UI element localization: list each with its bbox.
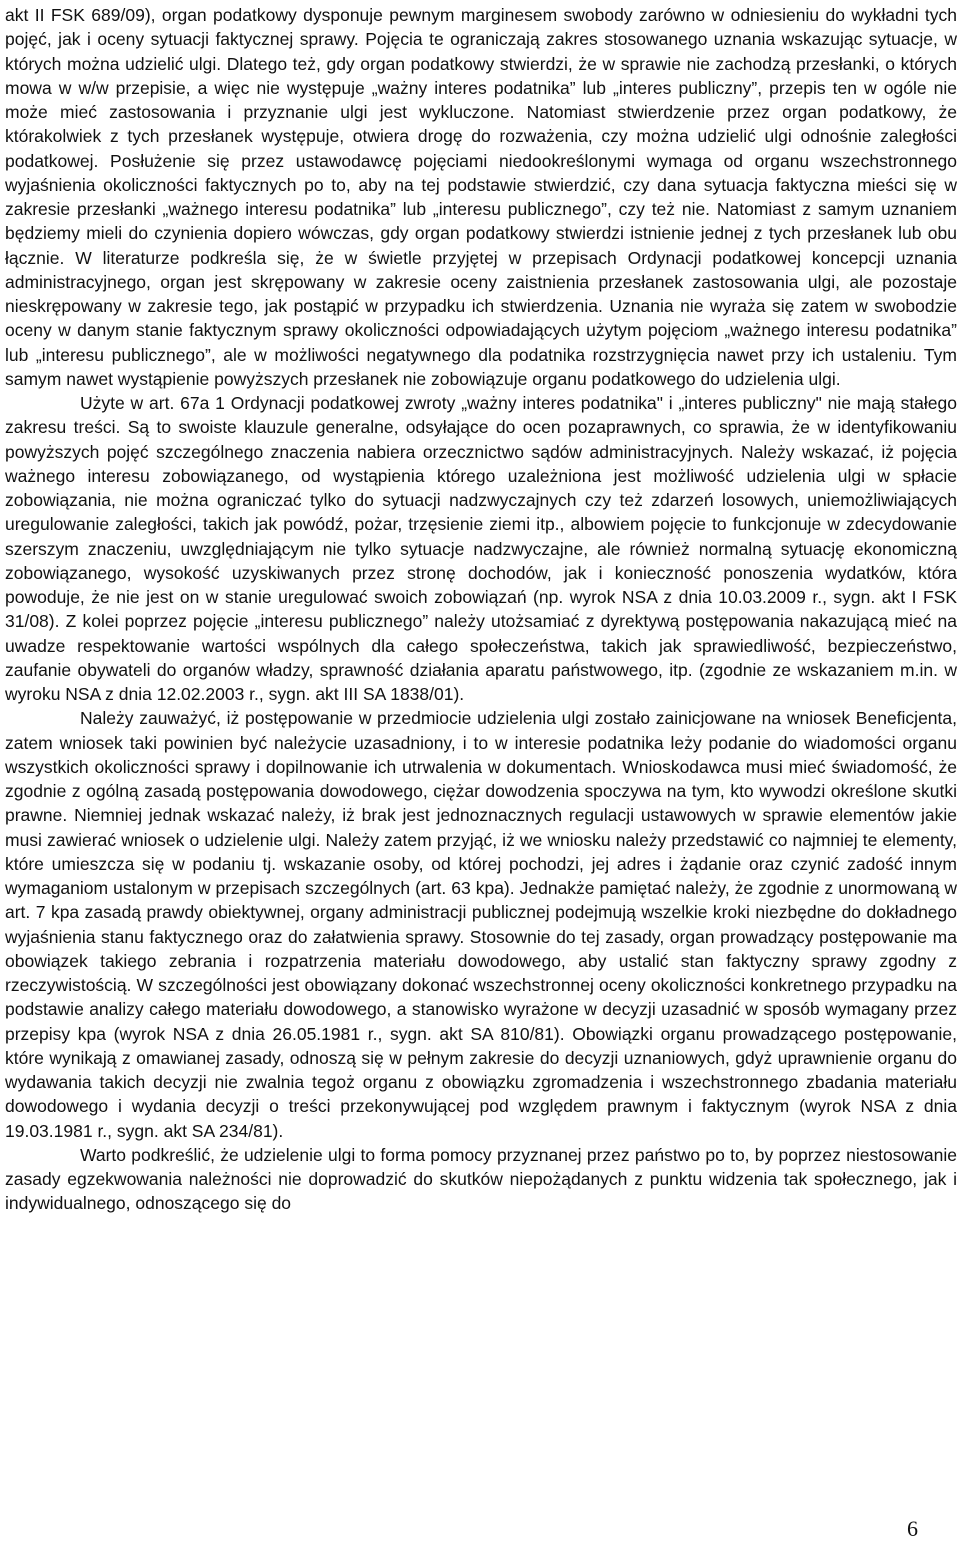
page-number: 6 — [907, 1516, 918, 1541]
document-body — [5, 3, 957, 1216]
paragraph-forma-pomocy: Warto podkreślić, że udzielenie ulgi to forma pomocy przyznanej przez państwo po to, by poprzez niestosowanie zasady egzekwowania należności nie doprowadzić do skutków niepożądanych z punktu widzenia tak społecznego, jak i indywidualnego, odnoszącego się do — [5, 1144, 957, 1214]
paragraph-wniosek-beneficjenta: Należy zauważyć, iż postępowanie w przedmiocie udzielenia ulgi zostało zainicjowane na wniosek Beneficjenta, zatem wniosek taki powinien być należycie uzasadniony, i to w interesie podatnika leży podanie do wiadomości organu wszystkich okoliczności sprawy i dopilnowanie ich utrwalenia w dokumentach. Wnioskodawca musi mieć świadomość, że zgodnie z ogólną zasadą postępowania dowodowego, ciężar dowodzenia spoczywa na tym, kto wywodzi określone skutki prawne. Niemniej jednak wskazać należy, iż brak jest jednoznacznych regulacji ustawowych w sprawie elementów jakie musi zawierać wniosek o udzielenie ulgi. Należy zatem przyjąć, iż we wniosku należy przedstawić co najmniej te elementy, które umieszcza się w podaniu tj. wskazanie osoby, od której pochodzi, jej adres i żądanie oraz czynić zadość innym wymaganiom ustalonym w przepisach szczególnych (art. 63 kpa). Jednakże pamiętać należy, że zgodnie z unormowaną w art. 7 kpa zasadą prawdy obiektywnej, organy administracji publicznej podejmują wszelkie kroki niezbędne do dokładnego wyjaśnienia stanu faktycznego oraz do załatwienia sprawy. Stosownie do tej zasady, organ prowadzący postępowanie ma obowiązek takiego zebrania i rozpatrzenia materiału dowodowego, aby ustalić stan faktyczny sprawy zgodny z rzeczywistością. W szczególności jest obowiązany dokonać wszechstronnej oceny okoliczności konkretnego przypadku na podstawie analizy całego materiału dowodowego, a stanowisko wyrażone w decyzji uzasadnić w sposób wymagany przez przepisy kpa (wyrok NSA z dnia 26.05.1981 r., sygn. akt SA 810/81). Obowiązki organu prowadzącego postępowanie, które wynikają z omawianej zasady, odnoszą się w pełnym zakresie do decyzji uznaniowych, gdyż uprawnienie organu do wydawania takich decyzji nie zwalnia tegoż organu z obowiązku zgromadzenia i wszechstronnego zbadania materiału dowodowego i wydania decyzji o treści przekonywującej pod względem prawnym i faktycznym (wyrok NSA z dnia 19.03.1981 r., sygn. akt SA 234/81). — [5, 708, 957, 1141]
paragraph-uznanie-administracyjne: akt II FSK 689/09), organ podatkowy dysponuje pewnym marginesem swobody zarówno w odniesieniu do wykładni tych pojęć, jak i oceny sytuacji faktycznej sprawy. Pojęcia te ograniczają zakres stosowanego uznania wskazując sytuacje, w których można udzielić ulgi. Dlatego też, gdy organ podatkowy stwierdzi, że w sprawie nie zachodzą przesłanki, o których mowa w w/w przepisie, a więc nie występuje „ważny interes podatnika” lub „interes publiczny”, przepis ten w ogóle nie może mieć zastosowania i przyznanie ulgi jest wykluczone. Natomiast stwierdzenie przez organ podatkowy, że którakolwiek z tych przesłanek występuje, otwiera drogę do rozważenia, czy można udzielić ulgi odnośnie zaległości podatkowej. Posłużenie się przez ustawodawcę pojęciami niedookreślonymi wymaga od organu wszechstronnego wyjaśnienia okoliczności faktycznych po to, aby na tej podstawie stwierdzić, czy dana sytuacja faktyczna mieści się w zakresie przesłanki „ważnego interesu podatnika” lub „interesu publicznego”, czy też nie. Natomiast z samym uznaniem będziemy mieli do czynienia dopiero wówczas, gdy organ podatkowy stwierdzi istnienie jednej z tych przesłanek lub obu łącznie. W literaturze podkreśla się, że w świetle przyjętej w przepisach Ordynacji podatkowej koncepcji uznania administracyjnego, organ jest skrępowany w zakresie oceny zaistnienia przesłanek zastosowania ulgi, ale pozostaje nieskrępowany w zakresie tego, jak postąpić w przypadku ich stwierdzenia. Uznania nie wyraża się zatem w swobodzie oceny w danym stanie faktycznym sprawy okoliczności odpowiadających użytym pojęciom „ważnego interesu podatnika” lub „interesu publicznego”, ale w możliwości negatywnego dla podatnika rozstrzygnięcia nawet przy ich ustaleniu. Tym samym nawet wystąpienie powyższych przesłanek nie zobowiązuje organu podatkowego do udzielenia ulgi. — [5, 5, 957, 389]
paragraph-wazny-interes: Użyte w art. 67a 1 Ordynacji podatkowej zwroty „ważny interes podatnika" i „interes publiczny" nie mają stałego zakresu treści. Są to swoiste klauzule generalne, odsyłające do ocen pozaprawnych, co sprawia, że w identyfikowaniu powyższych pojęć szczególnego znaczenia nabiera orzecznictwo sądów administracyjnych. Należy wskazać, iż pojęcia ważnego interesu zobowiązanego, od wystąpienia którego uzależniona jest możliwość udzielenia ulgi w spłacie zobowiązania, nie można ograniczać tylko do sytuacji nadzwyczajnych czy też zdarzeń losowych, uniemożliwiających uregulowanie zaległości, takich jak powódź, pożar, trzęsienie ziemi itp., albowiem pojęcie to funkcjonuje w zdecydowanie szerszym znaczeniu, uwzględniającym nie tylko sytuacje nadzwyczajne, ale również normalną sytuację ekonomiczną zobowiązanego, wysokość uzyskiwanych przez stronę dochodów, jak i konieczność ponoszenia wydatków, która powoduje, że nie jest on w stanie uregulować swoich zobowiązań (np. wyrok NSA z dnia 10.03.2009 r., sygn. akt I FSK 31/08). Z kolei poprzez pojęcie „interesu publicznego” należy utożsamiać z dyrektywą postępowania nakazującą mieć na uwadze respektowanie wartości wspólnych dla całego społeczeństwa, takich jak sprawiedliwość, bezpieczeństwo, zaufanie obywateli do organów władzy, sprawność działania aparatu państwowego, itp. (zgodnie ze wskazaniem m.in. w wyroku NSA z dnia 12.02.2003 r., sygn. akt III SA 1838/01). — [5, 393, 957, 704]
